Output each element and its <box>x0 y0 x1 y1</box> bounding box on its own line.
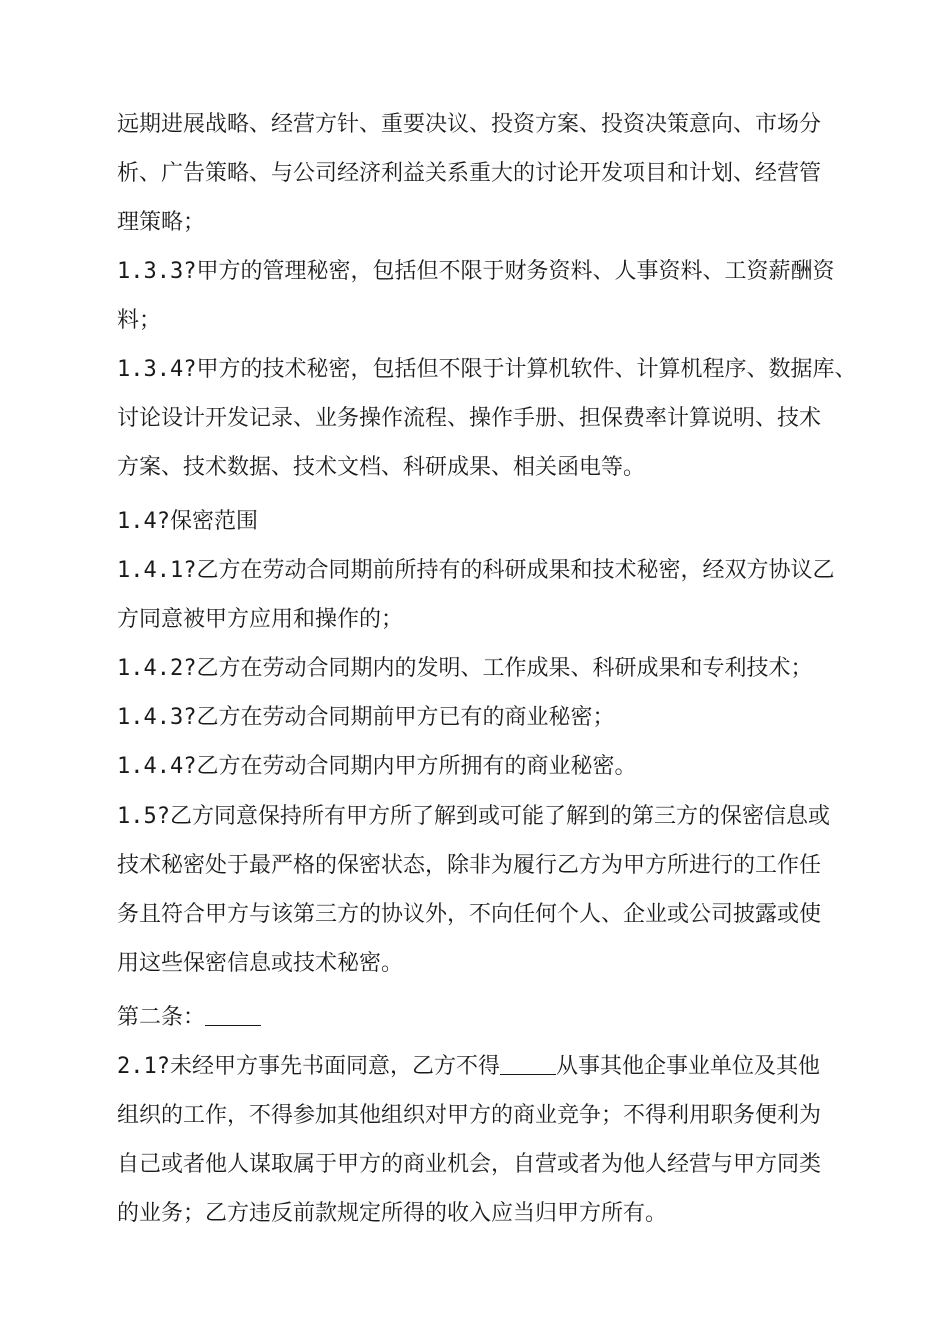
text-line: 1.4.2?乙方在劳动合同期内的发明、工作成果、科研成果和专利技术； <box>117 656 813 681</box>
text-line: 讨论设计开发记录、业务操作流程、操作手册、担保费率计算说明、技术 <box>117 406 822 431</box>
text-line: 1.4.3?乙方在劳动合同期前甲方已有的商业秘密； <box>117 705 615 730</box>
section-heading: 1.4?保密范围 <box>117 509 258 534</box>
text-line: 理策略； <box>117 210 206 235</box>
clause-2-1-text: 2.1?未经甲方事先书面同意，乙方不得 <box>117 1054 500 1079</box>
text-line: 1.5?乙方同意保持所有甲方所了解到或可能了解到的第三方的保密信息或 <box>117 804 830 829</box>
text-line: 自己或者他人谋取属于甲方的商业机会，自营或者为他人经营与甲方同类 <box>117 1152 822 1177</box>
text-line: 1.4.1?乙方在劳动合同期前所持有的科研成果和技术秘密，经双方协议乙 <box>117 558 835 583</box>
article-2-heading <box>117 1003 261 1033</box>
text-line: 1.4.4?乙方在劳动合同期内甲方所拥有的商业秘密。 <box>117 754 637 779</box>
text-line: 用这些保密信息或技术秘密。 <box>117 951 404 976</box>
text-line: 析、广告策略、与公司经济利益关系重大的讨论开发项目和计划、经营管 <box>117 161 822 186</box>
text-line: 技术秘密处于最严格的保密状态，除非为履行乙方为甲方所进行的工作任 <box>117 853 822 878</box>
clause-2-1-text-continued: 从事其他企事业单位及其他 <box>555 1054 820 1079</box>
text-line: 方同意被甲方应用和操作的； <box>117 607 404 632</box>
text-line: 1.3.3?甲方的管理秘密，包括但不限于财务资料、人事资料、工资薪酬资 <box>117 259 835 284</box>
text-line: 方案、技术数据、技术文档、科研成果、相关函电等。 <box>117 455 646 480</box>
text-line: 远期进展战略、经营方针、重要决议、投资方案、投资决策意向、市场分 <box>117 112 822 137</box>
text-line: 的业务；乙方违反前款规定所得的收入应当归甲方所有。 <box>117 1201 668 1226</box>
fill-in-blank[interactable] <box>205 1003 261 1026</box>
clause-2-1-line <box>117 1052 820 1082</box>
text-line: 料； <box>117 308 162 333</box>
text-line: 务且符合甲方与该第三方的协议外，不向任何个人、企业或公司披露或使 <box>117 902 822 927</box>
fill-in-blank[interactable] <box>500 1052 556 1075</box>
text-line: 1.3.4?甲方的技术秘密，包括但不限于计算机软件、计算机程序、数据库、 <box>117 357 857 382</box>
text-line: 组织的工作，不得参加其他组织对甲方的商业竞争；不得利用职务便利为 <box>117 1103 822 1128</box>
article-2-label: 第二条： <box>117 1005 206 1030</box>
